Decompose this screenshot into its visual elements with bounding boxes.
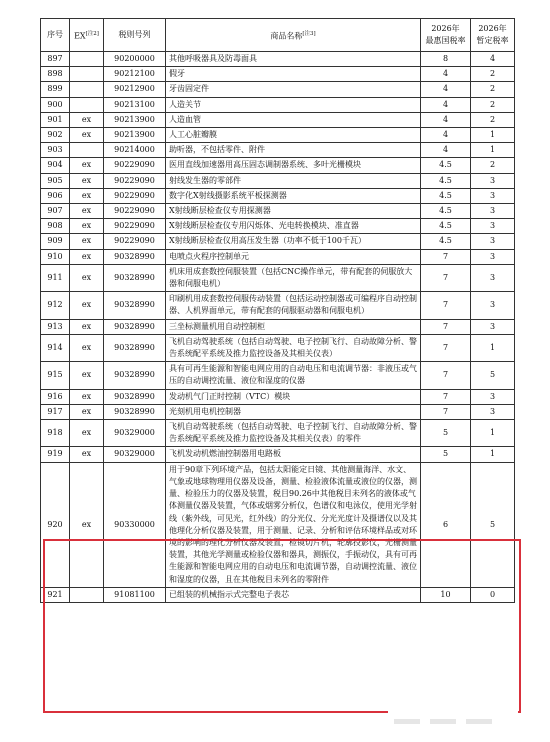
- row-code: 90229090: [104, 204, 166, 219]
- row-code: 90229090: [104, 234, 166, 249]
- row-seq: 916: [41, 389, 70, 404]
- row-interim-rate: 3: [471, 264, 515, 291]
- row-seq: 919: [41, 447, 70, 462]
- row-interim-rate: 3: [471, 249, 515, 264]
- row-interim-rate: 2: [471, 158, 515, 173]
- watermark: [388, 709, 518, 735]
- row-code: 90328990: [104, 389, 166, 404]
- row-ex: ex: [70, 204, 104, 219]
- row-mfn-rate: 7: [421, 249, 471, 264]
- table-body: [41, 52, 515, 603]
- row-seq: 902: [41, 128, 70, 143]
- table-row: [41, 188, 515, 203]
- row-ex: [70, 67, 104, 82]
- row-seq: 907: [41, 204, 70, 219]
- row-ex: ex: [70, 334, 104, 361]
- row-ex: ex: [70, 264, 104, 291]
- row-seq: 897: [41, 52, 70, 67]
- row-seq: 915: [41, 362, 70, 389]
- row-mfn-rate: 4: [421, 82, 471, 97]
- row-seq: 918: [41, 420, 70, 447]
- row-seq: 912: [41, 292, 70, 319]
- row-mfn-rate: 6: [421, 462, 471, 587]
- row-seq: 920: [41, 462, 70, 587]
- row-name: 用于90章下列环境产品，包括太阳能定日镜、其他测量海洋、水文、气象或地球物理用仪器及设备，测量、检验液体流量或液位的仪器，测量、检验压力的仪器及装置，税目90.26中其他税目未列名的液体或气体测量仪器及装置，气体或烟雾分析仪，色谱仪和电泳仪，使用光学射线（紫外线，可见光，红外线）的分光仪、分光光度计及摄谱仪以及其他理化分析仪器及装置，用于测量、记录、分析和评估环境样品或对环境的影响的理化分析仪器及装置，检镜切片机，轮廓投影仪，光栅测量装置，其他光学测量或检验仪器和器具，测振仪，手振动仪，具有可再生能源和智能电网应用的自动电压和电流调节器，自动调控流量、液位和湿度的仪器，且在其他税目未列名的零附件: [166, 462, 421, 587]
- row-name: 助听器，不包括零件、附件: [166, 143, 421, 158]
- row-code: 90328990: [104, 362, 166, 389]
- row-interim-rate: 3: [471, 173, 515, 188]
- row-seq: 921: [41, 587, 70, 602]
- row-code: 90329000: [104, 420, 166, 447]
- row-interim-rate: 3: [471, 188, 515, 203]
- header-name: 商品名称[注3]: [166, 19, 421, 52]
- row-interim-rate: 4: [471, 52, 515, 67]
- header-ex: EX[注2]: [70, 19, 104, 52]
- header-code: 税则号列: [104, 19, 166, 52]
- row-name: 光刻机用电机控制器: [166, 404, 421, 419]
- table-row: [41, 404, 515, 419]
- row-name: X射线断层检查仪用高压发生器（功率不低于100千瓦）: [166, 234, 421, 249]
- row-ex: [70, 143, 104, 158]
- row-code: 90213100: [104, 97, 166, 112]
- table-row: [41, 128, 515, 143]
- row-name: 人造关节: [166, 97, 421, 112]
- row-mfn-rate: 4: [421, 112, 471, 127]
- row-code: 90328990: [104, 249, 166, 264]
- row-mfn-rate: 4.5: [421, 158, 471, 173]
- row-code: 90212100: [104, 67, 166, 82]
- row-interim-rate: 3: [471, 292, 515, 319]
- row-name: 其他呼吸器具及防毒面具: [166, 52, 421, 67]
- header-interim-rate: 2026年 暂定税率: [471, 19, 515, 52]
- table-row: [41, 204, 515, 219]
- row-interim-rate: 1: [471, 420, 515, 447]
- table-row: [41, 143, 515, 158]
- table-row: [41, 249, 515, 264]
- row-mfn-rate: 7: [421, 404, 471, 419]
- row-ex: [70, 82, 104, 97]
- table-row: [41, 447, 515, 462]
- row-mfn-rate: 7: [421, 264, 471, 291]
- row-code: 90328990: [104, 334, 166, 361]
- row-name: X射线断层检查仪专用闪烁体、光电转换模块、准直器: [166, 219, 421, 234]
- row-code: 90212900: [104, 82, 166, 97]
- row-code: 90229090: [104, 158, 166, 173]
- row-seq: 909: [41, 234, 70, 249]
- row-mfn-rate: 4: [421, 97, 471, 112]
- row-seq: 901: [41, 112, 70, 127]
- table-row: [41, 420, 515, 447]
- row-ex: ex: [70, 447, 104, 462]
- row-mfn-rate: 7: [421, 292, 471, 319]
- row-interim-rate: 5: [471, 362, 515, 389]
- row-ex: ex: [70, 249, 104, 264]
- row-seq: 913: [41, 319, 70, 334]
- row-code: 90229090: [104, 173, 166, 188]
- row-seq: 917: [41, 404, 70, 419]
- table-row: [41, 264, 515, 291]
- row-seq: 905: [41, 173, 70, 188]
- row-mfn-rate: 4: [421, 67, 471, 82]
- row-name: 机床用成套数控伺服装置（包括CNC操作单元，带有配套的伺服放大器和伺服电机）: [166, 264, 421, 291]
- row-seq: 911: [41, 264, 70, 291]
- row-seq: 899: [41, 82, 70, 97]
- table-row: [41, 362, 515, 389]
- row-ex: ex: [70, 319, 104, 334]
- row-interim-rate: 3: [471, 234, 515, 249]
- row-ex: ex: [70, 362, 104, 389]
- table-row: [41, 292, 515, 319]
- header-mfn-rate: 2026年 最惠国税率: [421, 19, 471, 52]
- row-name: 人工心脏瓣膜: [166, 128, 421, 143]
- row-name: 已组装的机械指示式完整电子表芯: [166, 587, 421, 602]
- row-code: 91081100: [104, 587, 166, 602]
- row-mfn-rate: 4.5: [421, 204, 471, 219]
- row-mfn-rate: 7: [421, 334, 471, 361]
- table-row: [41, 234, 515, 249]
- row-ex: ex: [70, 158, 104, 173]
- row-ex: ex: [70, 112, 104, 127]
- row-name: X射线断层检查仪专用探测器: [166, 204, 421, 219]
- row-seq: 903: [41, 143, 70, 158]
- table-row: [41, 52, 515, 67]
- table-row: [41, 462, 515, 587]
- header-row: [41, 19, 515, 52]
- table-row: [41, 587, 515, 602]
- row-ex: ex: [70, 404, 104, 419]
- row-ex: ex: [70, 219, 104, 234]
- row-code: 90200000: [104, 52, 166, 67]
- row-mfn-rate: 5: [421, 420, 471, 447]
- row-ex: ex: [70, 128, 104, 143]
- table-row: [41, 97, 515, 112]
- row-ex: ex: [70, 234, 104, 249]
- row-interim-rate: 2: [471, 67, 515, 82]
- row-name: 发动机气门正时控制（VTC）模块: [166, 389, 421, 404]
- row-interim-rate: 0: [471, 587, 515, 602]
- table-row: [41, 334, 515, 361]
- row-mfn-rate: 10: [421, 587, 471, 602]
- row-interim-rate: 3: [471, 319, 515, 334]
- table-row: [41, 219, 515, 234]
- row-interim-rate: 2: [471, 112, 515, 127]
- row-code: 90229090: [104, 219, 166, 234]
- row-interim-rate: 2: [471, 97, 515, 112]
- row-seq: 906: [41, 188, 70, 203]
- row-code: 90213900: [104, 128, 166, 143]
- row-interim-rate: 1: [471, 447, 515, 462]
- row-mfn-rate: 4.5: [421, 188, 471, 203]
- row-interim-rate: 2: [471, 82, 515, 97]
- row-ex: ex: [70, 292, 104, 319]
- row-ex: [70, 52, 104, 67]
- table-row: [41, 319, 515, 334]
- row-interim-rate: 1: [471, 128, 515, 143]
- row-interim-rate: 1: [471, 143, 515, 158]
- row-interim-rate: 3: [471, 204, 515, 219]
- table-row: [41, 112, 515, 127]
- table-row: [41, 82, 515, 97]
- row-seq: 900: [41, 97, 70, 112]
- row-mfn-rate: 4: [421, 128, 471, 143]
- row-interim-rate: 5: [471, 462, 515, 587]
- row-mfn-rate: 7: [421, 319, 471, 334]
- table-row: [41, 67, 515, 82]
- row-mfn-rate: 4.5: [421, 173, 471, 188]
- row-name: 医用直线加速器用高压固态调制器系统、多叶光栅模块: [166, 158, 421, 173]
- table-row: [41, 173, 515, 188]
- row-mfn-rate: 7: [421, 389, 471, 404]
- row-ex: [70, 97, 104, 112]
- row-mfn-rate: 8: [421, 52, 471, 67]
- row-ex: ex: [70, 420, 104, 447]
- row-code: 90328990: [104, 319, 166, 334]
- row-seq: 898: [41, 67, 70, 82]
- row-name: 飞机发动机燃油控制器用电路板: [166, 447, 421, 462]
- row-name: 假牙: [166, 67, 421, 82]
- table-row: [41, 158, 515, 173]
- row-ex: ex: [70, 173, 104, 188]
- tariff-table: [40, 18, 515, 603]
- row-name: 射线发生器的零部件: [166, 173, 421, 188]
- header-seq: 序号: [41, 19, 70, 52]
- row-mfn-rate: 7: [421, 362, 471, 389]
- row-interim-rate: 3: [471, 389, 515, 404]
- row-mfn-rate: 4.5: [421, 219, 471, 234]
- row-code: 90213900: [104, 112, 166, 127]
- row-name: 三坐标测量机用自动控制柜: [166, 319, 421, 334]
- row-code: 90328990: [104, 292, 166, 319]
- row-ex: ex: [70, 462, 104, 587]
- row-code: 90330000: [104, 462, 166, 587]
- row-interim-rate: 3: [471, 219, 515, 234]
- name-note: [注3]: [302, 30, 316, 37]
- row-seq: 910: [41, 249, 70, 264]
- row-code: 90329000: [104, 447, 166, 462]
- row-name: 印刷机用成套数控伺服传动装置（包括运动控制器或可编程序自动控制器、人机界面单元，带有配套的伺服驱动器和伺服电机）: [166, 292, 421, 319]
- table-row: [41, 389, 515, 404]
- row-code: 90229090: [104, 188, 166, 203]
- row-mfn-rate: 5: [421, 447, 471, 462]
- row-name: 飞机自动驾驶系统（包括自动驾驶、电子控制飞行、自动故障分析、警告系统配平系统及推力监控设备及其相关仪表）的零件: [166, 420, 421, 447]
- row-name: 人造血管: [166, 112, 421, 127]
- row-name: 数字化X射线摄影系统平板探测器: [166, 188, 421, 203]
- ex-note: [注2]: [85, 30, 99, 37]
- row-seq: 908: [41, 219, 70, 234]
- row-interim-rate: 1: [471, 334, 515, 361]
- row-ex: ex: [70, 389, 104, 404]
- row-mfn-rate: 4.5: [421, 234, 471, 249]
- row-interim-rate: 3: [471, 404, 515, 419]
- row-seq: 904: [41, 158, 70, 173]
- row-name: 牙齿固定件: [166, 82, 421, 97]
- row-code: 90328990: [104, 264, 166, 291]
- row-name: 具有可再生能源和智能电网应用的自动电压和电流调节器：非液压或气压的自动调控流量、液位和湿度的仪器: [166, 362, 421, 389]
- row-seq: 914: [41, 334, 70, 361]
- row-ex: ex: [70, 188, 104, 203]
- row-code: 90328990: [104, 404, 166, 419]
- row-name: 电喷点火程序控制单元: [166, 249, 421, 264]
- row-name: 飞机自动驾驶系统（包括自动驾驶、电子控制飞行、自动故障分析、警告系统配平系统及推力监控设备及其相关仪表）: [166, 334, 421, 361]
- row-code: 90214000: [104, 143, 166, 158]
- row-mfn-rate: 4: [421, 143, 471, 158]
- row-ex: [70, 587, 104, 602]
